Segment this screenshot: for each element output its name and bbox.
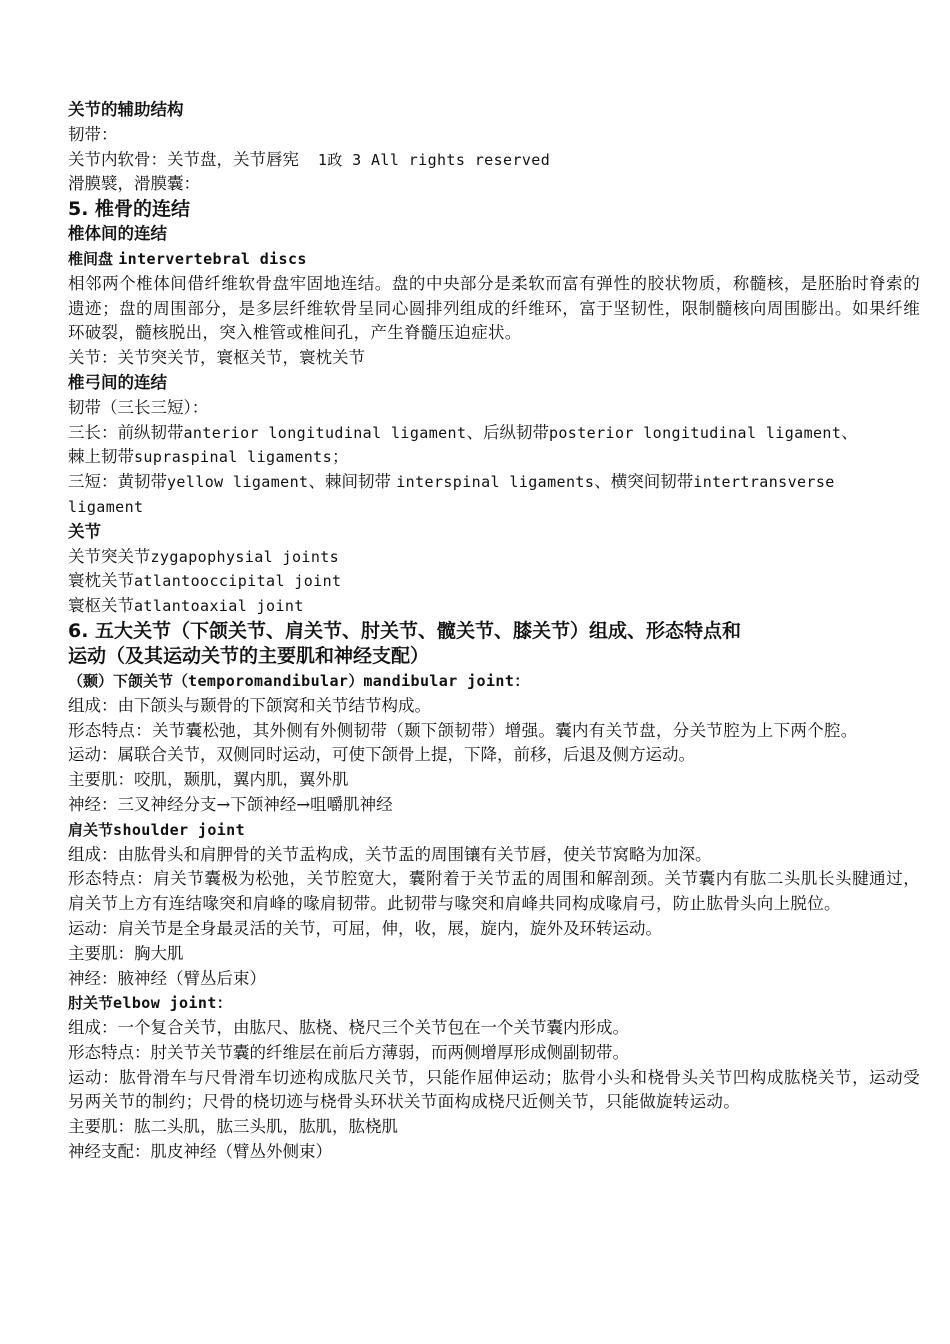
yellow-ligament-zh: 三短：黄韧带 [68, 472, 167, 492]
three-long-line-2 [68, 445, 920, 470]
anterior-ligament-en: anterior longitudinal ligament [183, 423, 467, 442]
disc-paragraph: 相邻两个椎体间借纤维软骨盘牢固地连结。盘的中央部分是柔软而富有弹性的胶状物质，称髓核，是胚胎时脊索的遗迹；盘的周围部分，是多层纤维软骨呈同心圆排列组成的纤维环，富于坚韧性，限制髓核向周围膨出。如果纤维环破裂，髓核脱出，突入椎管或椎间孔，产生脊髓压迫症状。 [68, 273, 920, 343]
rights-text: 1政 3 All rights reserved [299, 150, 551, 169]
shoulder-heading [68, 818, 920, 843]
tmj-muscles: 主要肌：咬肌，颞肌，翼内肌，翼外肌 [68, 770, 349, 790]
jt1-en: zygapophysial joints [150, 547, 340, 566]
supraspinal-ligament-en: supraspinal ligaments [134, 448, 333, 467]
shoulder-motion: 运动：肩关节是全身最灵活的关节，可屈，伸，收，展，旋内，旋外及环转运动。 [68, 918, 662, 938]
posterior-ligament-zh: 、后纵韧带 [466, 422, 549, 442]
interspinal-ligament-zh: 、棘间韧带 [308, 472, 397, 492]
three-long-line-1 [68, 421, 920, 446]
disc-joints-line: 关节：关节突关节，寰枢关节，寰枕关节 [68, 348, 365, 368]
elbow-nerve: 神经支配：肌皮神经（臂丛外侧束） [68, 1142, 332, 1162]
vertebral-joints-heading: 关节 [68, 521, 101, 541]
supraspinal-ligament-zh: 棘上韧带 [68, 447, 134, 467]
intertransverse-ligament-zh: 、横突间韧带 [594, 472, 694, 492]
jt2-zh: 寰枕关节 [68, 571, 134, 591]
elbow-motion: 运动：肱骨滑车与尺骨滑车切迹构成肱尺关节，只能作屈伸运动；肱骨小头和桡骨头关节凹构成肱桡关节，运动受另两关节的制约；尺骨的桡切迹与桡骨头环状关节面构成桡尺近侧关节，只能做旋转运动。 [68, 1067, 920, 1112]
elbow-composition: 组成：一个复合关节，由肱尺、肱桡、桡尺三个关节包在一个关节囊内形成。 [68, 1018, 629, 1038]
jt1-zh: 关节突关节 [68, 546, 151, 566]
yellow-ligament-en: yellow ligament [167, 473, 309, 492]
elbow-heading [68, 991, 920, 1016]
section-5-title: 5. 椎骨的连结 [68, 198, 191, 221]
section-heading-aux-structure: 关节的辅助结构 [68, 100, 184, 119]
cartilage-text: 关节内软骨：关节盘，关节唇宪 [68, 149, 299, 169]
tmj-composition: 组成：由下颌头与颞骨的下颌窝和关节结节构成。 [68, 695, 431, 715]
three-short-line-2: ligament [68, 497, 144, 516]
jt3-zh: 寰枢关节 [68, 596, 134, 616]
tmj-morphology: 形态特点：关节囊松弛，其外侧有外侧韧带（颞下颌韧带）增强。囊内有关节盘，分关节腔为上下两个腔。 [68, 720, 858, 740]
atlantoaxial-joint-line [68, 594, 920, 619]
three-long-three-short-line: 韧带（三长三短）： [68, 397, 209, 417]
shoulder-composition: 组成：由肱骨头和肩胛骨的关节盂构成，关节盂的周围镶有关节唇，使关节窝略为加深。 [68, 844, 712, 864]
three-short-line-1 [68, 470, 920, 495]
interspinal-ligament-en: interspinal ligaments [396, 473, 595, 492]
document-page [68, 98, 920, 1165]
tmj-heading-en1: temporomandibular [188, 671, 349, 690]
tmj-heading-zh1: （颞）下颌关节（ [68, 671, 189, 690]
cartilage-line [68, 148, 920, 173]
tmj-heading [68, 669, 920, 694]
shoulder-heading-zh: 肩关节 [68, 820, 114, 839]
jt3-en: atlantoaxial joint [134, 597, 304, 616]
intertransverse-ligament-en: intertransverse [693, 473, 835, 492]
tmj-heading-zh2: ） [348, 671, 364, 690]
tmj-heading-en2: mandibular joint [363, 671, 515, 690]
elbow-morphology: 形态特点：肘关节关节囊的纤维层在前后方薄弱，而两侧增厚形成侧副韧带。 [68, 1042, 629, 1062]
shoulder-muscles: 主要肌：胸大肌 [68, 943, 184, 963]
tmj-heading-zh3: ： [514, 671, 530, 690]
atlantooccipital-joint-line [68, 569, 920, 594]
elbow-heading-en: elbow joint [113, 994, 217, 1013]
separator: 、 [841, 422, 858, 442]
jt2-en: atlantooccipital joint [134, 572, 342, 591]
tmj-motion: 运动：属联合关节，双侧同时运动，可使下颌骨上提，下降，前移，后退及侧方运动。 [68, 745, 695, 765]
vertebral-body-heading: 椎体间的连结 [68, 224, 167, 244]
section-6-title-line-2: 运动（及其运动关节的主要肌和神经支配） [68, 644, 430, 667]
shoulder-nerve: 神经：腋神经（臂丛后束） [68, 968, 266, 988]
ligament-line: 韧带： [68, 124, 118, 144]
tmj-nerve: 神经：三叉神经分支→下颌神经→咀嚼肌神经 [68, 794, 393, 814]
semicolon: ； [332, 447, 349, 467]
section-6-title-line-1: 6. 五大关节（下颌关节、肩关节、肘关节、髋关节、膝关节）组成、形态特点和 [68, 619, 742, 642]
zygapophysial-joint-line [68, 545, 920, 570]
synovial-line: 滑膜襞，滑膜囊： [68, 174, 200, 194]
elbow-heading-colon: ： [216, 994, 232, 1013]
three-long-label: 三长：前纵韧带 [68, 422, 184, 442]
disc-title-zh: 椎间盘 [68, 249, 119, 268]
shoulder-morphology: 形态特点：肩关节囊极为松弛，关节腔宽大，囊附着于关节盂的周围和解剖颈。关节囊内有肱二头肌长头腱通过，肩关节上方有连结喙突和肩峰的喙肩韧带。此韧带与喙突和肩峰共同构成喙肩弓，防止肱骨头向上脱位。 [68, 869, 920, 914]
disc-title-en: intervertebral discs [118, 249, 307, 268]
intervertebral-disc-heading [68, 247, 920, 272]
posterior-ligament-en: posterior longitudinal ligament [548, 423, 842, 442]
vertebral-arch-heading: 椎弓间的连结 [68, 372, 167, 392]
elbow-heading-zh: 肘关节 [68, 994, 114, 1013]
elbow-muscles: 主要肌：肱二头肌，肱三头肌，肱肌，肱桡肌 [68, 1117, 398, 1137]
shoulder-heading-en: shoulder joint [113, 820, 246, 839]
